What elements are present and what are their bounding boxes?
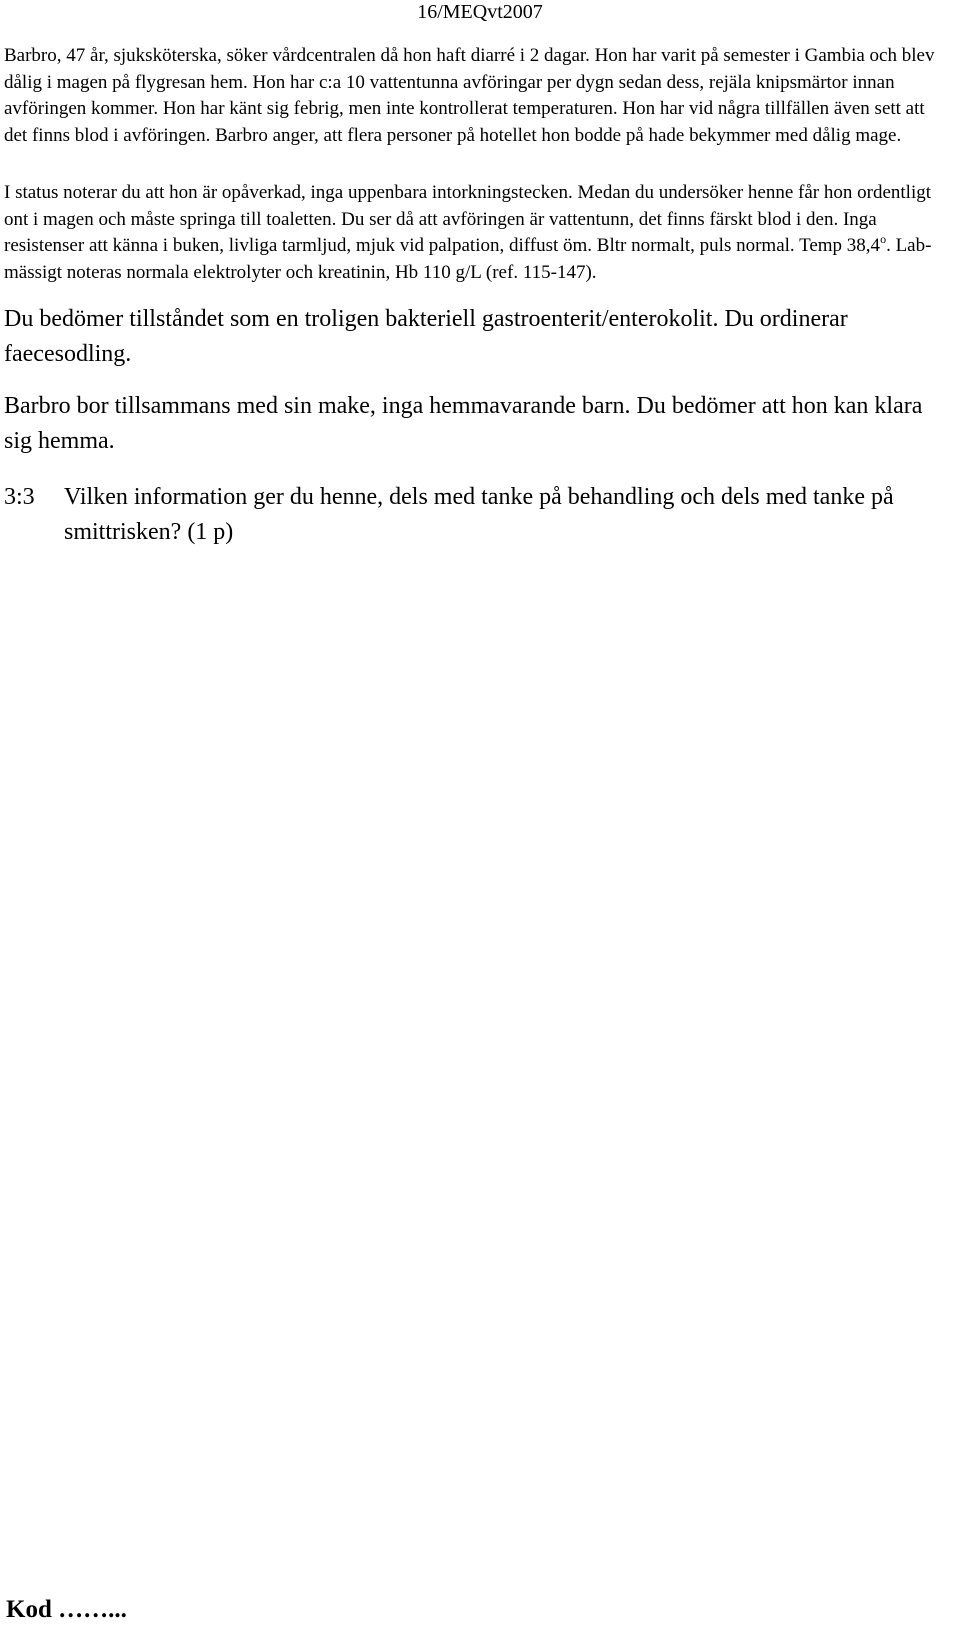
question-number: 3:3: [4, 484, 35, 510]
assessment-paragraph: Du bedömer tillståndet som en troligen bakteriell gastroenterit/enterokolit. Du ordinerar faecesodling.: [4, 306, 848, 367]
status-findings: [4, 180, 950, 286]
status-text-part1: I status noterar du att hon är opåverkad, inga uppenbara intorkningstecken. Medan du undersöker henne får hon ordentligt ont i magen och måste springa till toaletten. Du ser då att avföringen är vattentunn, det finns färskt blod i den. Inga resistenser att känna i buken, livliga tarmljud, mjuk vid palpation, diffust öm. Bltr normalt, puls normal. Temp 38,4: [4, 182, 932, 256]
kod-field-label: Kod ……...: [6, 1596, 127, 1623]
case-description: Barbro, 47 år, sjuksköterska, söker vårdcentralen då hon haft diarré i 2 dagar. Hon har varit på semester i Gambia och blev dålig i magen på flygresan hem. Hon har c:a 10 vattentunna avföringar per dygn sedan dess, rejäla knipsmärtor innan avföringen kommer. Hon har känt sig febrig, men inte kontrollerat temperaturen. Hon har vid några tillfällen även sett att det finns blod i avföringen. Barbro anger, att flera personer på hotellet hon bodde på hade bekymmer med dålig mage.: [4, 45, 935, 146]
status-text-part2: . Lab-mässigt noteras normala elektrolyter och kreatinin, Hb 110 g/L (ref. 115-147).: [4, 235, 932, 283]
question-block: [4, 480, 950, 550]
degree-mark: o: [880, 232, 887, 246]
question-text: Vilken information ger du henne, dels med tanke på behandling och dels med tanke på smittrisken? (1 p): [64, 484, 894, 545]
page-header-code: 16/MEQvt2007: [417, 1, 543, 23]
home-situation-paragraph: Barbro bor tillsammans med sin make, inga hemmavarande barn. Du bedömer att hon kan klara sig hemma.: [4, 393, 923, 454]
